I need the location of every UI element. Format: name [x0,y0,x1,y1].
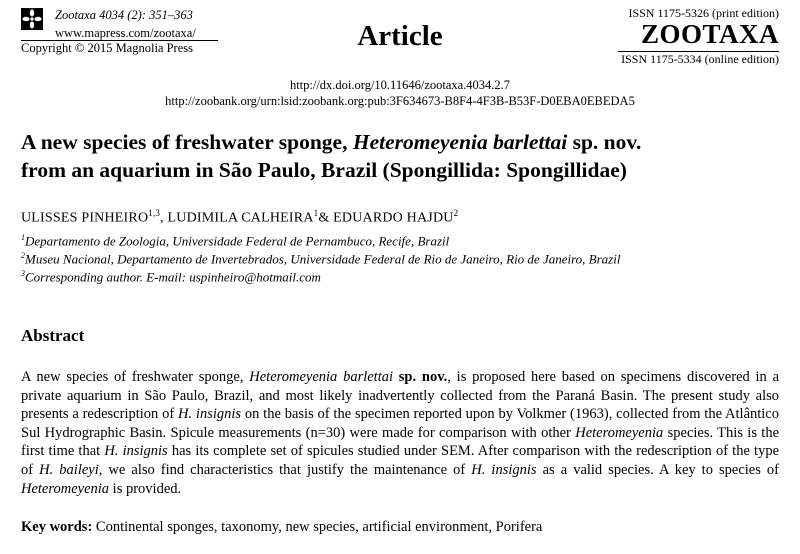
author-sup: 1,3 [148,208,161,218]
title-part2: sp. nov. [567,130,642,154]
abstract-italic-term: H. insignis [471,461,537,478]
title-line2: from an aquarium in São Paulo, Brazil (Spongillida: Spongillidae) [21,158,627,182]
identifiers [0,77,800,109]
affiliation-sup: 1 [21,233,25,242]
affiliation-text: Departamento de Zoologia, Universidade Federal de Pernambuco, Recife, Brazil [25,233,450,249]
author-sup: 1 [313,208,319,218]
affiliation-text: Museu Nacional, Departamento de Invertebrados, Universidade Federal de Rio de Janeiro, Rio de Janeiro, Brazil [25,251,621,267]
issn-online: ISSN 1175-5334 (online edition) [621,52,779,66]
journal-website-link[interactable]: www.mapress.com/zootaxa/ [55,26,196,40]
abstract-text: as a valid species. A key to species of [536,461,779,478]
abstract-text: is provided. [109,480,182,497]
abstract-bold-term: sp. nov. [398,369,448,385]
keywords-label: Key words: [21,519,93,535]
abstract-heading: Abstract [21,326,85,345]
abstract-text: , we also find characteristics that justify the maintenance of [98,461,472,478]
abstract-italic-term: H. insignis [104,443,168,460]
paper-title [21,128,781,184]
copyright: Copyright © 2015 Magnolia Press [21,41,193,55]
abstract-body [21,368,779,498]
title-part1: A new species of freshwater sponge, [21,130,353,154]
keywords-text: Continental sponges, taxonomy, new species, artificial environment, Porifera [92,519,543,535]
author-name: EDUARDO HAJDU [333,210,454,226]
abstract-text: has its complete set of spicules studied under SEM. After comparison with the redescription of the type of [21,443,780,478]
abstract-italic-term: Heteromeyenia [575,424,664,441]
issn-print: ISSN 1175-5326 (print edition) [628,6,779,20]
abstract-italic-term: Heteromeyenia barlettai [249,369,394,385]
abstract-italic-term: H. insignis [178,406,242,423]
abstract-italic-term: Heteromeyenia [21,480,110,497]
journal-name: ZOOTAXA [640,19,779,49]
author-sup: 2 [453,208,459,218]
keywords [21,519,542,536]
abstract-text: , is proposed here based on specimens discovered in a private aquarium in São Paulo, Brazil, and most likely inadvertently collected from the Paraná Basin. The present study also presents a redescription of [21,369,780,423]
author-list [21,208,458,227]
author-name: ULISSES PINHEIRO [21,210,149,226]
affiliation-sup: 3 [21,269,25,278]
abstract-italic-term: H. baileyi [39,461,99,478]
affiliation-sup: 2 [21,251,25,260]
article-type: Article [357,20,443,52]
title-species: Heteromeyenia barlettai [352,130,568,154]
author-name: LUDIMILA CALHEIRA [167,210,314,226]
abstract-text: A new species of freshwater sponge, [21,369,250,385]
affiliation-text: Corresponding author. E-mail: uspinheiro@hotmail.com [25,269,321,285]
affiliation-1 [21,233,449,249]
doi-link[interactable]: http://dx.doi.org/10.11646/zootaxa.4034.2.7 [289,78,511,92]
journal-issue: Zootaxa 4034 (2): 351–363 [55,8,193,22]
author-separator: , [160,210,168,226]
affiliation-3 [21,269,321,285]
zoobank-link[interactable]: http://zoobank.org/urn:lsid:zoobank.org:pub:3F634673-B8F4-4F3B-B53F-D0EBA0EBEDA5 [165,94,635,108]
abstract-text: species. This is the first time that [21,424,780,460]
author-separator: & [318,210,334,226]
affiliation-2 [21,251,620,267]
abstract-text: on the basis of the specimen reported upon by Volkmer (1963), collected from the Atlântico Sul Hydrographic Basin. Spicule measurements (n=30) were made for comparison with other [21,406,779,441]
